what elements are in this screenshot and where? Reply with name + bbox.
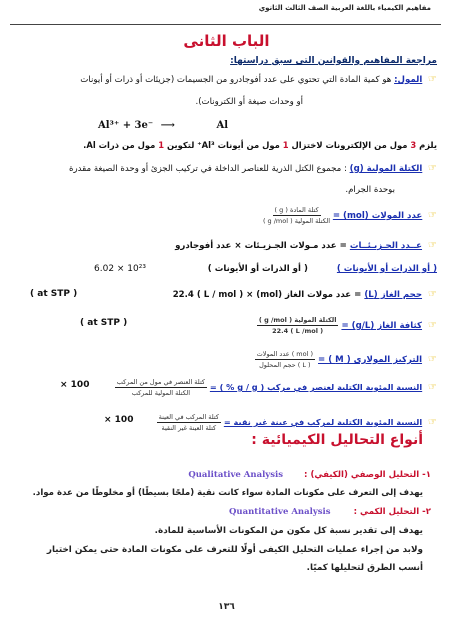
electrons-mid2: مول من أيونات Al³⁺ لتكوين [166, 140, 280, 150]
pointing-hand-icon: ☞ [428, 354, 437, 365]
gas-volume-formula [173, 289, 437, 300]
page-number: ١٣٦ [218, 602, 235, 612]
quantitative-en: Quantitative Analysis [229, 507, 331, 517]
pointing-hand-icon: ☞ [428, 163, 437, 174]
pointing-hand-icon: ☞ [428, 417, 437, 428]
gas-density-label: كثافة الغاز (g/L) = [341, 321, 423, 331]
moles-den-ar: الكتلة المولية [294, 217, 331, 225]
section-title: أنواع التحاليل الكيميائية : [251, 432, 423, 448]
mole-definition [80, 74, 437, 85]
atoms-ions-label: ( أو الذرات أو الأيونات ) [336, 264, 437, 274]
quantitative-text: يهدف إلى تقدير نسبة كل مكون من المكونات الأساسية للمادة. [154, 526, 423, 536]
molar-mass-text: : مجموع الكتل الذرية للعناصر الداخلة في تركيب الجزئ أو وحدة الصيغة مقدرة [68, 164, 347, 174]
gas-density-formula [257, 316, 437, 335]
quantitative-heading [229, 507, 431, 517]
electrons-num1: 3 [410, 140, 417, 150]
equation-left: Al [216, 120, 229, 131]
qualitative-en: Qualitative Analysis [188, 470, 284, 480]
electrons-line [83, 140, 437, 150]
molarity-num-unit: ( mol ) [291, 350, 314, 358]
atoms-ions-line [208, 264, 437, 274]
mole-label: المول: [394, 75, 423, 85]
gas-density-num: الكتلة المولية ( g /mol ) [258, 316, 337, 324]
gas-density-fraction [257, 316, 339, 335]
equation [98, 120, 228, 131]
pointing-hand-icon: ☞ [428, 382, 437, 393]
moles-num-ar: كتلة المادة [289, 206, 319, 214]
review-heading-text: مراجعة المفاهيم والقوانين التى سبق دراستها: [230, 56, 437, 66]
impure-percent-mult: × 100 [104, 415, 134, 425]
electrons-num3: 1 [158, 140, 165, 150]
moles-label: عدد المولات (mol) = [332, 211, 423, 221]
molar-mass-text-cont: بوحدة الجرام. [345, 185, 395, 195]
mass-percent-num: كتلة العنصر في مول من المركب [116, 378, 206, 386]
particles-formula [175, 240, 437, 251]
quantitative-text2: ولابد من إجراء عمليات التحليل الكيفى أولًا للتعرف على مكونات المادة حتى يمكن اختيار [46, 545, 423, 555]
molarity-fraction [255, 350, 315, 369]
electrons-num2: 1 [282, 140, 289, 150]
moles-den-unit: ( g /mol ) [262, 217, 293, 225]
header-divider [10, 24, 441, 25]
pointing-hand-icon: ☞ [428, 240, 437, 251]
atoms-ions-mid: ( أو الذرات أو الأيونات ) [207, 264, 308, 274]
pointing-hand-icon: ☞ [428, 210, 437, 221]
gas-volume-cond: ( at STP ) [30, 289, 78, 299]
qualitative-text: يهدف إلى التعرف على مكونات المادة سواء كانت نقية (ملحًا بسيطًا) أو مخلوطًا من عدة مواد. [32, 488, 423, 498]
molar-mass-label: الكتلة المولية (g) [349, 164, 423, 174]
avogadro-value: 6.02 × 10²³ [94, 264, 146, 274]
molarity-label: التركيز المولارى ( M ) = [318, 355, 423, 365]
molarity-num-ar: عدد المولات [256, 350, 290, 358]
quantitative-text3: أنسب الطرق لتحليلها كميًا. [306, 563, 423, 573]
mole-text: هو كمية المادة التي تحتوي على عدد أفوجادرو من الجسيمات (جزيئات أو ذرات أو أيونات [80, 75, 392, 85]
page-header: مفاهيم الكيمياء باللغة العربية الصف الثالث الثانوي [258, 4, 431, 12]
impure-percent-fraction [157, 413, 221, 432]
mole-text-cont: أو وحدات صيغة أو الكترونات). [195, 97, 303, 107]
gas-density-den: ( L /mol ) 22.4 [272, 327, 324, 335]
impure-percent-num: كتلة المركب في العينة [158, 413, 219, 421]
mass-percent-label: النسبة المئوية الكتلية لعنصر في مركب ( g / g % ) = [209, 382, 423, 392]
molarity-den-unit: ( L ) [297, 361, 311, 369]
mass-percent-fraction [115, 378, 207, 397]
particles-label: عــدد الجـزيـئــات [349, 241, 423, 251]
gas-volume-label: حجم الغاز (L) [364, 290, 423, 300]
molar-mass-definition [69, 163, 437, 174]
moles-formula [263, 206, 437, 225]
gas-volume-rhs: = عدد مولات الغاز (mol) × 22.4 ( L / mol ) [172, 290, 362, 300]
pointing-hand-icon: ☞ [428, 320, 437, 331]
particles-rhs: = عدد مـولات الجـزيـئات × عدد أفوجادرو [175, 241, 347, 251]
equation-right: Al³⁺ + 3e⁻ [98, 120, 154, 131]
electrons-suffix: مول من ذرات Al. [83, 140, 156, 150]
pointing-hand-icon: ☞ [428, 289, 437, 300]
review-heading [230, 56, 437, 66]
impure-percent-label: النسبة المئوية الكتلية لمركب في عينة غير نقية = [223, 417, 423, 427]
molarity-den-ar: حجم المحلول [259, 361, 296, 369]
moles-num-unit: ( g ) [274, 206, 288, 214]
chapter-title: الباب الثانى [183, 32, 270, 50]
moles-fraction [263, 206, 330, 225]
quantitative-label: ٢- التحليل الكمي : [353, 507, 431, 517]
mass-percent-formula [115, 378, 437, 397]
electrons-mid1: مول من الإلكترونات لاختزال [291, 140, 408, 150]
mass-percent-mult: × 100 [60, 380, 90, 390]
qualitative-heading [188, 470, 431, 480]
mass-percent-den: الكتلة المولية للمركب [131, 389, 191, 397]
molarity-formula [255, 350, 437, 369]
pointing-hand-icon: ☞ [428, 74, 437, 85]
gas-density-cond: ( at STP ) [80, 318, 128, 328]
electrons-prefix: يلزم [419, 140, 437, 150]
impure-percent-formula [157, 413, 437, 432]
equation-arrow: ⟶ [160, 120, 175, 131]
qualitative-label: ١- التحليل الوصفي (الكيفي) : [304, 470, 431, 480]
impure-percent-den: كتلة العينة غير النقية [161, 424, 217, 432]
